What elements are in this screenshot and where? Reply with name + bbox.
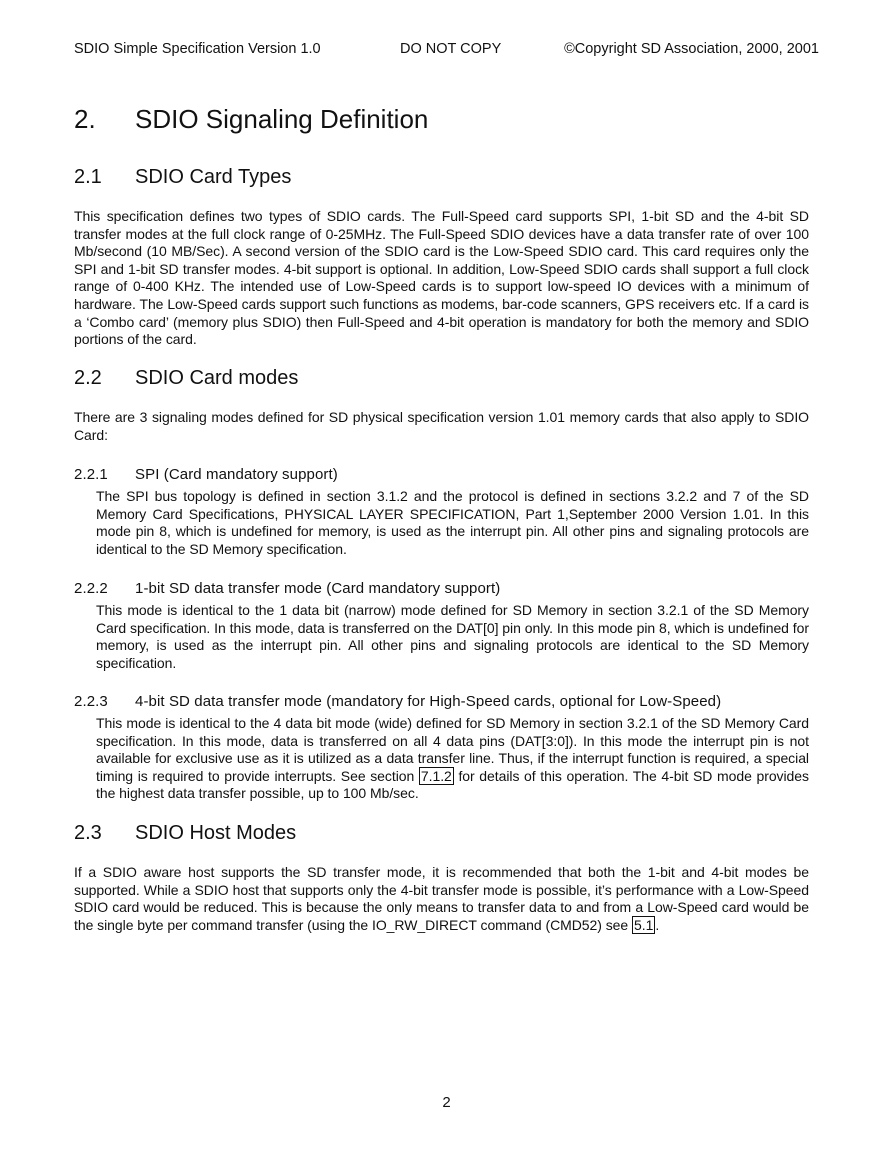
section-2-2-paragraph: There are 3 signaling modes defined for SD physical specification version 1.01 memory cards that also apply to SDIO Card:: [74, 409, 809, 443]
subsection-title: SPI (Card mandatory support): [135, 466, 338, 483]
chapter-number: 2.: [74, 104, 96, 134]
subsection-heading-2-2-3: [74, 693, 721, 710]
subsection-title: 4-bit SD data transfer mode (mandatory for High-Speed cards, optional for Low-Speed): [135, 693, 722, 710]
section-number: 2.2: [74, 367, 102, 389]
header-title: SDIO Simple Specification Version 1.0: [74, 41, 321, 57]
page-number: 2: [442, 1094, 451, 1111]
section-2-1-paragraph: This specification defines two types of SDIO cards. The Full-Speed card supports SPI, 1-bit SD and the 4-bit SD transfer modes at the full clock range of 0-25MHz. The Full-Speed SDIO devices have a data transfer rate of over 100 Mb/second (10 MB/Sec). A second version of the SDIO card is the Low-Speed SDIO card. This card requires only the SPI and 1-bit SD transfer modes. 4-bit support is optional. In addition, Low-Speed SDIO cards shall support a full clock range of 0-400 KHz. The intended use of Low-Speed cards is to support low-speed IO devices with a minimum of hardware. The Low-Speed cards support such functions as modems, bar-code scanners, GPS receivers etc. If a card is a ‘Combo card’ (memory plus SDIO) then Full-Speed and 4-bit operation is mandatory for both the memory and SDIO portions of the card.: [74, 208, 809, 348]
subsection-heading-2-2-1: [74, 466, 338, 483]
subsection-number: 2.2.3: [74, 693, 108, 710]
section-reference-link[interactable]: 7.1.2: [420, 767, 452, 784]
section-2-3-paragraph: [74, 864, 809, 934]
section-reference-link[interactable]: 5.1: [634, 916, 654, 933]
subsection-number: 2.2.2: [74, 580, 108, 597]
paragraph-text: .: [655, 916, 660, 933]
section-heading-2-1: [74, 166, 291, 189]
subsection-2-2-3-paragraph: [96, 715, 809, 803]
section-title: SDIO Card Types: [135, 166, 292, 188]
paragraph-text: This mode is identical to the 4 data bit mode (wide) defined for SD Memory in section 3.2.1 of the SD Memory Card specification. In this mode, data is transferred on all 4 data pins (DAT[3:0]). In this mode the interrupt pin is not available for exclusive use as it is utilized as a data transfer line. Thus, if the interrupt function is required, a special timing is required to provide interrupts. See section: [96, 715, 809, 784]
section-heading-2-3: [74, 822, 296, 845]
paragraph-text: for details of this operation. The 4-bit SD mode provides the highest data transfer possible, up to 100 Mb/sec.: [96, 767, 809, 802]
chapter-title: SDIO Signaling Definition: [135, 104, 429, 134]
subsection-2-2-1-paragraph: The SPI bus topology is defined in section 3.1.2 and the protocol is defined in sections 3.2.2 and 7 of the SD Memory Card Specifications, PHYSICAL LAYER SPECIFICATION, Part 1,September 2000 Version 1.01. In this mode pin 8, which is undefined for memory, is used as the interrupt pin. All other pins and signaling protocols are identical to the SD Memory specification.: [96, 488, 809, 557]
subsection-number: 2.2.1: [74, 466, 108, 483]
header-copyright: ©Copyright SD Association, 2000, 2001: [564, 41, 819, 57]
subsection-title: 1-bit SD data transfer mode (Card mandatory support): [135, 580, 501, 597]
subsection-2-2-2-paragraph: This mode is identical to the 1 data bit (narrow) mode defined for SD Memory in section 3.2.1 of the SD Memory Card specification. In this mode, data is transferred on the DAT[0] pin only. In this mode pin 8, which is undefined for memory, is used as the interrupt pin. All other pins and signaling protocols are identical to the SD Memory specification.: [96, 602, 809, 671]
section-title: SDIO Host Modes: [135, 822, 297, 844]
subsection-heading-2-2-2: [74, 580, 500, 597]
chapter-heading: [74, 104, 428, 135]
section-number: 2.1: [74, 166, 102, 188]
header-notice: DO NOT COPY: [400, 41, 502, 57]
section-number: 2.3: [74, 822, 102, 844]
section-title: SDIO Card modes: [135, 367, 299, 389]
page-header: [74, 41, 819, 61]
section-heading-2-2: [74, 367, 298, 390]
paragraph-text: If a SDIO aware host supports the SD transfer mode, it is recommended that both the 1-bit and 4-bit modes be supported. While a SDIO host that supports only the 4-bit transfer mode is possible, it’s performance with a Low-Speed SDIO card would be reduced. This is because the only means to transfer data to and from a Low-Speed card would be the single byte per command transfer (using the IO_RW_DIRECT command (CMD52) see: [74, 864, 809, 933]
